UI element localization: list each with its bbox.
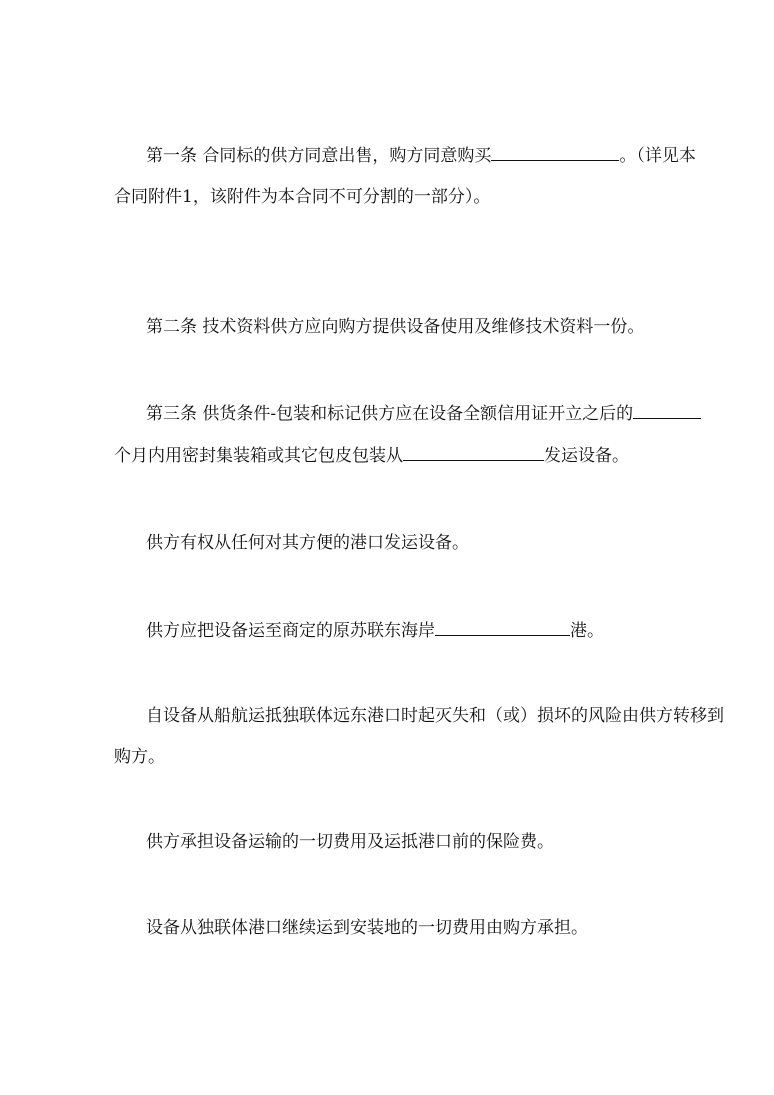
article-3-text-a: 个月内用密封集装箱或其它包皮包装从: [114, 446, 403, 466]
shipping-origin-blank: [403, 445, 544, 461]
article-2-line-1: 第二条 技术资料供方应向购方提供设备使用及维修技术资料一份。: [146, 317, 645, 337]
destination-paragraph: [146, 620, 604, 641]
article-1-text-b: 。（详见本: [619, 146, 696, 166]
article-3-line-1: [146, 403, 701, 424]
article-1-line-1: [146, 145, 696, 166]
article-3-text: 第三条 供货条件-包装和标记供方应在设备全额信用证开立之后的: [146, 404, 634, 424]
destination-text-a: 供方应把设备运至商定的原苏联东海岸: [146, 621, 435, 641]
article-1-text-a: 第一条 合同标的供方同意出售，购方同意购买: [146, 146, 492, 166]
port-choice-paragraph: 供方有权从任何对其方便的港口发运设备。: [146, 533, 469, 553]
destination-port-blank: [435, 620, 570, 636]
buyer-cost-paragraph: 设备从独联体港口继续运到安装地的一切费用由购方承担。: [146, 918, 588, 938]
risk-paragraph-line-2: 购方。: [114, 747, 165, 767]
risk-paragraph-line-1: 自设备从船航运抵独联体远东港口时起灭失和（或）损坏的风险由供方转移到: [146, 706, 724, 726]
purchase-item-blank: [491, 145, 619, 161]
article-1-line-2: 合同附件1，该附件为本合同不可分割的一部分）。: [114, 187, 491, 207]
months-blank: [633, 403, 701, 419]
supplier-cost-paragraph: 供方承担设备运输的一切费用及运抵港口前的保险费。: [146, 832, 554, 852]
article-3-text-b: 发运设备。: [544, 446, 629, 466]
article-3-line-2: [114, 445, 629, 466]
destination-text-b: 港。: [570, 621, 604, 641]
